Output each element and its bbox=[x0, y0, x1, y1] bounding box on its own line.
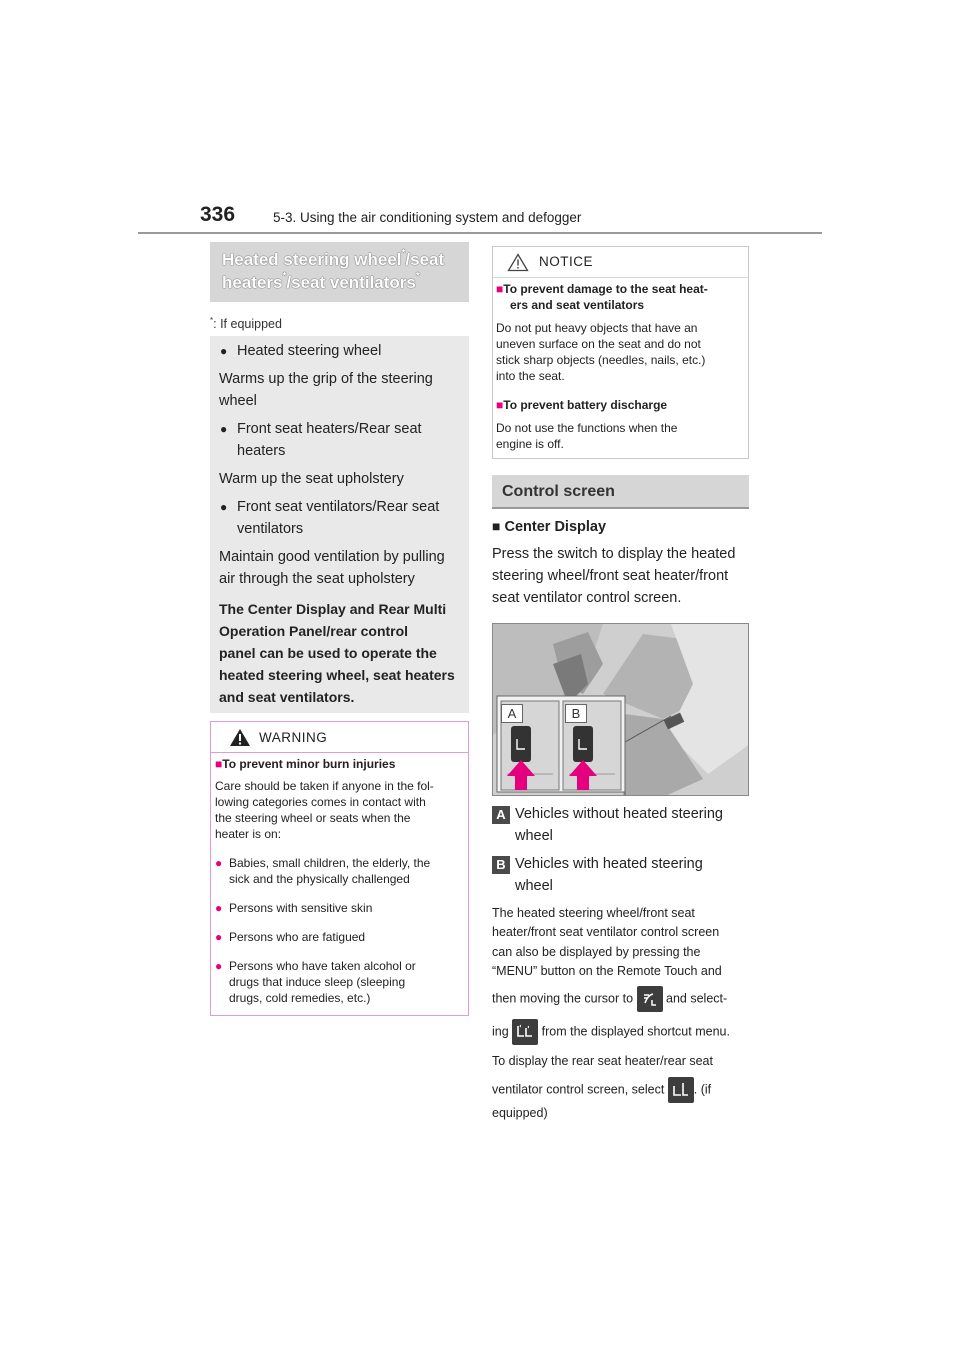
note-text: can also be displayed by pressing the bbox=[492, 945, 701, 959]
note-text: from the displayed shortcut menu. bbox=[541, 1024, 730, 1039]
bold-text: The Center Display and Rear Multi bbox=[219, 601, 447, 617]
heading-star: * bbox=[282, 271, 287, 283]
subheading-center-display bbox=[492, 515, 606, 538]
dot-bullet: ● bbox=[215, 959, 223, 973]
climate-icon bbox=[637, 986, 663, 1012]
warning-title-bar bbox=[211, 722, 468, 753]
note-text: and select- bbox=[666, 991, 728, 1006]
notice-text: Do not use the functions when the bbox=[496, 421, 678, 435]
section-heading-control-screen: Control screen bbox=[492, 475, 749, 509]
dot-text: Persons who are fatigued bbox=[229, 930, 366, 944]
square-bullet: ■ bbox=[215, 757, 223, 771]
figure-label-a: A bbox=[501, 704, 523, 723]
footnote bbox=[210, 316, 282, 331]
heading-text: Heated steering wheel bbox=[222, 250, 402, 269]
dot-text: Persons with sensitive skin bbox=[229, 901, 373, 915]
subheading-text: To prevent minor burn injuries bbox=[222, 757, 396, 771]
bullet-seat-ventilators: ● Front seat ventilators/Rear seat bbox=[237, 496, 439, 518]
note-line-select bbox=[492, 1019, 730, 1045]
desc-text: Warm up the seat upholstery bbox=[219, 471, 404, 487]
footnote-text: : If equipped bbox=[213, 317, 282, 332]
bold-text: heated steering wheel, seat heaters bbox=[219, 667, 455, 683]
warning-dot-item bbox=[215, 958, 416, 974]
note-text: heater/front seat ventilator control screen bbox=[492, 925, 720, 939]
warning-triangle-icon bbox=[229, 728, 251, 747]
page-number: 336 bbox=[200, 203, 236, 226]
chapter-title: 5-3. Using the air conditioning system and defogger bbox=[273, 210, 582, 225]
subheading-text: ers and seat ventilators bbox=[510, 298, 645, 312]
heading-text: heaters bbox=[222, 273, 283, 292]
warning-dot-item bbox=[215, 855, 431, 871]
center-console-illustration bbox=[492, 623, 749, 796]
bold-text: Operation Panel/rear control bbox=[219, 623, 409, 639]
bullet-seat-heaters: ● Front seat heaters/Rear seat bbox=[237, 418, 422, 440]
note-text: then moving the cursor to bbox=[492, 991, 634, 1006]
legend-label-a: A bbox=[492, 806, 510, 824]
note-text: ing bbox=[492, 1024, 509, 1039]
seat-heater-icon bbox=[512, 1019, 538, 1045]
dot-bullet: ● bbox=[215, 856, 223, 870]
bullet-text: ventilators bbox=[237, 521, 304, 537]
notice-text: engine is off. bbox=[496, 437, 564, 451]
warning-subheading bbox=[215, 756, 395, 772]
legend-text-a: wheel bbox=[515, 828, 553, 844]
heading-text: /seat ventilators bbox=[286, 273, 416, 292]
note-text: To display the rear seat heater/rear seat bbox=[492, 1054, 713, 1068]
body-text: Press the switch to display the heated bbox=[492, 546, 736, 562]
note-line-cursor bbox=[492, 986, 727, 1012]
subheading-text: Center Display bbox=[504, 519, 607, 535]
warning-box bbox=[210, 721, 469, 1016]
heading-text: /seat bbox=[405, 250, 445, 269]
desc-text: Warms up the grip of the steering bbox=[219, 371, 433, 387]
note-text: equipped) bbox=[492, 1106, 548, 1120]
subheading-text: To prevent battery discharge bbox=[503, 398, 668, 412]
dot-bullet: ● bbox=[215, 930, 223, 944]
header-rule bbox=[138, 232, 822, 234]
dot-text: Babies, small children, the elderly, the bbox=[229, 856, 431, 870]
rear-seat-icon bbox=[668, 1077, 694, 1103]
notice-subheading bbox=[496, 397, 667, 413]
notice-subheading bbox=[496, 281, 708, 297]
note-text: . (if bbox=[693, 1082, 712, 1097]
square-bullet: ■ bbox=[496, 282, 504, 296]
warning-text: Care should be taken if anyone in the fol- bbox=[215, 779, 434, 793]
body-text: seat ventilator control screen. bbox=[492, 590, 682, 606]
dot-text: drugs that induce sleep (sleeping bbox=[229, 975, 406, 989]
bold-text: and seat ventilators. bbox=[219, 689, 355, 705]
notice-triangle-icon bbox=[507, 253, 529, 272]
legend-text-a: Vehicles without heated steering bbox=[515, 806, 723, 822]
desc-text: Maintain good ventilation by pulling bbox=[219, 549, 445, 565]
dot-bullet: ● bbox=[215, 901, 223, 915]
dot-text: sick and the physically challenged bbox=[229, 872, 410, 886]
warning-text: heater is on: bbox=[215, 827, 282, 841]
dot-text: drugs, cold remedies, etc.) bbox=[229, 991, 371, 1005]
section-heading-heated-seats bbox=[210, 242, 469, 302]
subheading-text: To prevent damage to the seat heat- bbox=[503, 282, 708, 296]
notice-title: NOTICE bbox=[539, 254, 594, 269]
warning-title: WARNING bbox=[259, 730, 328, 745]
bold-text: panel can be used to operate the bbox=[219, 645, 437, 661]
legend-text-b: Vehicles with heated steering bbox=[515, 856, 703, 872]
notice-text: Do not put heavy objects that have an bbox=[496, 321, 698, 335]
warning-dot-item bbox=[215, 929, 366, 945]
intro-panel bbox=[210, 336, 469, 713]
legend-label-b: B bbox=[492, 856, 510, 874]
warning-text: lowing categories comes in contact with bbox=[215, 795, 426, 809]
notice-text: uneven surface on the seat and do not bbox=[496, 337, 701, 351]
dot-text: Persons who have taken alcohol or bbox=[229, 959, 416, 973]
heading-star: * bbox=[401, 248, 406, 260]
body-text: steering wheel/front seat heater/front bbox=[492, 568, 729, 584]
warning-dot-item bbox=[215, 900, 373, 916]
desc-text: air through the seat upholstery bbox=[219, 571, 415, 587]
heading-star: * bbox=[415, 271, 420, 283]
note-text: The heated steering wheel/front seat bbox=[492, 906, 695, 920]
square-bullet: ■ bbox=[496, 398, 504, 412]
note-text: “MENU” button on the Remote Touch and bbox=[492, 964, 722, 978]
notice-text: stick sharp objects (needles, nails, etc.) bbox=[496, 353, 706, 367]
notice-title-bar bbox=[493, 247, 748, 278]
figure-label-b: B bbox=[565, 704, 587, 723]
footnote-mark: * bbox=[210, 316, 214, 325]
notice-box bbox=[492, 246, 749, 459]
warning-text: the steering wheel or seats when the bbox=[215, 811, 411, 825]
notice-text: into the seat. bbox=[496, 369, 565, 383]
bullet-text: heaters bbox=[237, 443, 286, 459]
note-text: ventilator control screen, select bbox=[492, 1082, 665, 1097]
bullet-heated-steering: ● Heated steering wheel bbox=[237, 340, 381, 362]
desc-text: wheel bbox=[219, 393, 257, 409]
console-drawing bbox=[493, 624, 749, 796]
square-bullet: ■ bbox=[492, 518, 501, 534]
note-line-rear bbox=[492, 1077, 711, 1103]
legend-text-b: wheel bbox=[515, 878, 553, 894]
